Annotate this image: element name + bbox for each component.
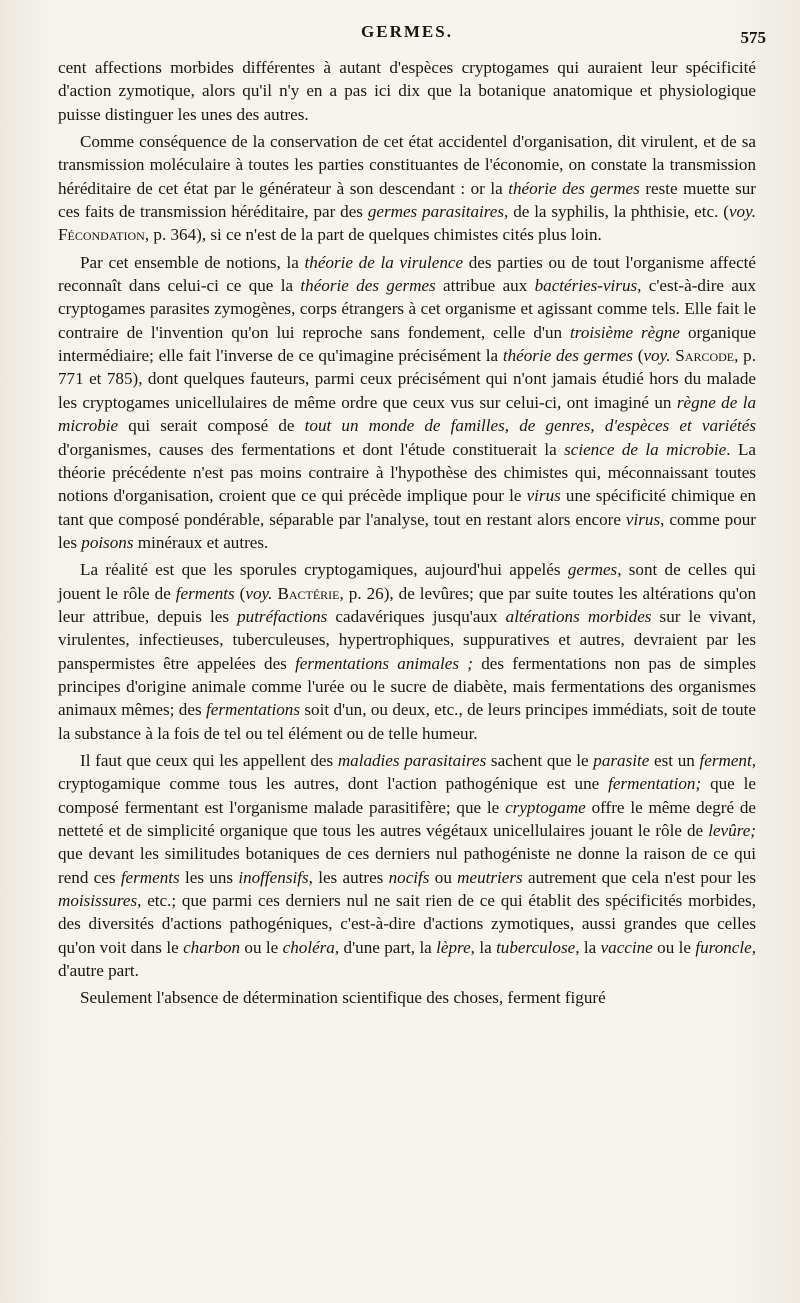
text-run: de la syphilis, la phthisie, etc. (: [508, 202, 729, 222]
italic-text: théorie de la virulence: [304, 252, 464, 272]
text-run: , etc.; que parmi ces derniers nul ne sait rien de ce qui établit des spécificités morbides, des diversités d'actions pathogéniques, c'est-à-dire d'actions zymotiques, aussi grandes que celles qu'on voit dans le: [58, 891, 756, 957]
italic-text: parasite: [593, 750, 650, 770]
italic-text: charbon: [183, 937, 241, 957]
italic-text: fermentation;: [608, 774, 702, 794]
text-run: reste muette sur ces faits de transmission héréditaire, par des: [58, 178, 756, 222]
text-run: , les autres: [308, 867, 389, 887]
italic-text: ferment: [699, 750, 752, 770]
italic-text: poisons: [81, 532, 134, 552]
italic-text: ferments: [120, 867, 180, 887]
text-run: des fermentations non pas de simples principes d'origine animale comme l'urée ou le sucre de diabète, mais fermentations des organismes animaux mêmes; des: [58, 653, 756, 720]
italic-text: germes parasitaires,: [367, 202, 509, 222]
text-run: attribue aux: [435, 276, 535, 296]
italic-text: putréfactions: [237, 606, 328, 626]
italic-text: altérations morbides: [505, 606, 652, 626]
text-run: que devant les similitudes botaniques de ces derniers nul pathogéniste ne donne la raison de ce qui rend ces: [58, 844, 756, 887]
italic-text: règne de la microbie: [58, 392, 756, 436]
italic-text: maladies parasitaires: [337, 750, 487, 770]
italic-text: inoffensifs: [238, 867, 309, 887]
italic-text: meutriers: [457, 867, 523, 887]
italic-text: théorie des germes: [300, 276, 436, 296]
text-run: ou le: [652, 937, 696, 957]
italic-text: science de la microbie: [564, 439, 727, 459]
text-run: des parties ou de tout l'organisme affecté reconnaît dans celui-ci ce que la: [58, 252, 757, 296]
small-caps-text: Fécondation: [58, 225, 145, 245]
text-run: sachent que le: [486, 750, 594, 770]
text-run: , cryptogamique comme tous les autres, dont l'action pathogénique est une: [58, 750, 756, 794]
paragraph: [58, 986, 756, 1009]
text-run: , sont de celles qui jouent le rôle de: [58, 560, 756, 603]
text-run: Comme conséquence de la conservation de cet état accidentel d'organisation, dit virulent, et de sa transmission moléculaire à toutes les parties constituantes de l'économie, on constate la transmission héréditaire de cet état par le générateur à son descendant : or la: [58, 132, 756, 198]
text-run: une spécificité chimique en tant que composé pondérable, séparable par l'analyse, tout en restant alors encore: [58, 486, 756, 529]
italic-text: ferments: [175, 583, 235, 603]
text-run: . La théorie précédente n'est pas moins contraire à l'hypothèse des chimistes qui, méconnaissant toutes notions d'organisation, croient que ce qui précède implique pour le: [58, 439, 756, 506]
text-run: , c'est-à-dire aux cryptogames parasites zymogènes, corps étrangers à cet organisme et agissant comme tels. Elle fait le contraire de l'invention qu'on lui reproche sans fondement, celle d'un: [58, 276, 756, 342]
running-head: [58, 22, 766, 56]
text-run: , p. 364), si ce n'est de la part de quelques chimistes cités plus loin.: [144, 225, 602, 245]
text-run: (: [234, 583, 246, 603]
italic-text: fermentations: [206, 700, 301, 720]
italic-text: furoncle: [695, 937, 752, 957]
italic-text: théorie des germes: [502, 346, 633, 366]
italic-text: vaccine: [600, 937, 653, 957]
text-run: , comme pour les: [58, 509, 757, 552]
text-run: ou le: [240, 937, 283, 957]
italic-text: tuberculose: [496, 937, 576, 957]
text-run: (: [632, 346, 644, 366]
italic-text: virus: [625, 509, 661, 529]
text-run: sur le vivant, virulentes, infectieuses, tuberculeuses, hypertrophiques, suppuratives et autres, devraient par les panspermistes être appelées des: [58, 606, 756, 673]
paragraph: [58, 558, 756, 745]
italic-text: troisième règne: [570, 322, 680, 342]
page-number: 575: [740, 28, 766, 47]
italic-text: virus: [526, 486, 561, 506]
text-run: ou: [429, 867, 458, 887]
text-run: La réalité est que les sporules cryptogamiques, aujourd'hui appelés: [80, 560, 568, 580]
text-run: que le composé fermentant est l'organisme malade parasitifère; que le: [58, 774, 756, 817]
text-run: , p. 26), de levûres; que par suite toutes les altérations qu'on leur attribue, depuis les: [58, 583, 756, 626]
text-run: , p. 771 et 785), dont quelques fauteurs, parmi ceux précisément qui n'ont jamais étudié hors du malade les cryptogames unicellulaires de même ordre que ceux vus sur celui-ci, ont imaginé un: [58, 346, 757, 412]
text-run: Par cet ensemble de notions, la: [80, 252, 305, 272]
paragraph: [58, 130, 756, 247]
italic-text: voy.: [728, 202, 756, 222]
italic-text: choléra: [282, 937, 335, 957]
paragraph: [58, 251, 756, 554]
paragraph: [58, 56, 756, 126]
italic-text: germes: [567, 560, 618, 580]
text-run: les uns: [179, 867, 239, 887]
small-caps-text: Sarcode: [675, 346, 735, 366]
italic-text: théorie des germes: [508, 178, 640, 198]
text-run: qui serait composé de: [118, 416, 305, 436]
italic-text: cryptogame: [505, 797, 586, 817]
small-caps-text: Bactérie: [277, 583, 340, 603]
text-run: organique intermédiaire; elle fait l'inverse de ce qu'imagine précisément la: [58, 322, 756, 366]
italic-text: voy.: [643, 346, 671, 366]
text-run: , la: [575, 937, 601, 957]
paragraph: [58, 749, 756, 982]
text-run: Il faut que ceux qui les appellent des: [80, 750, 338, 770]
text-run: , d'autre part.: [58, 937, 756, 981]
text-run: minéraux et autres.: [133, 532, 269, 552]
text-run: autrement que cela n'est pour les: [522, 867, 756, 887]
italic-text: voy.: [245, 583, 273, 603]
italic-text: nocifs: [388, 867, 430, 887]
text-run: , la: [470, 937, 497, 957]
text-run: Seulement l'absence de détermination scientifique des choses, ferment figuré: [80, 988, 606, 1008]
italic-text: tout un monde de familles, de genres, d'espèces et variétés: [304, 416, 756, 436]
text-run: d'organismes, causes des fermentations et dont l'étude constituerait la: [58, 439, 565, 459]
text-run: cadavériques jusqu'aux: [327, 606, 506, 626]
text-run: , d'une part, la: [334, 937, 437, 957]
italic-text: lèpre: [436, 937, 471, 957]
text-run: est un: [649, 750, 700, 770]
italic-text: bactéries-virus: [534, 276, 638, 296]
italic-text: fermentations animales ;: [295, 653, 473, 673]
text-run: offre le même degré de netteté et de simplicité organique que tous les autres végétaux unicellulaires jouant le rôle de: [58, 797, 756, 840]
italic-text: moisissures: [58, 891, 138, 911]
italic-text: levûre;: [708, 821, 756, 840]
body-text: [58, 56, 756, 1010]
text-run: cent affections morbides différentes à autant d'espèces cryptogames qui auraient leur spécificité d'action zymotique, alors qu'il n'y en a pas ici dix que la botanique anatomique et physiologique puisse distinguer les unes des autres.: [58, 58, 756, 124]
text-run: soit d'un, ou deux, etc., de leurs principes immédiats, soit de toute la substance à la fois de tel ou tel élément ou de telle humeur.: [58, 700, 756, 743]
running-title: GERMES.: [361, 22, 453, 41]
